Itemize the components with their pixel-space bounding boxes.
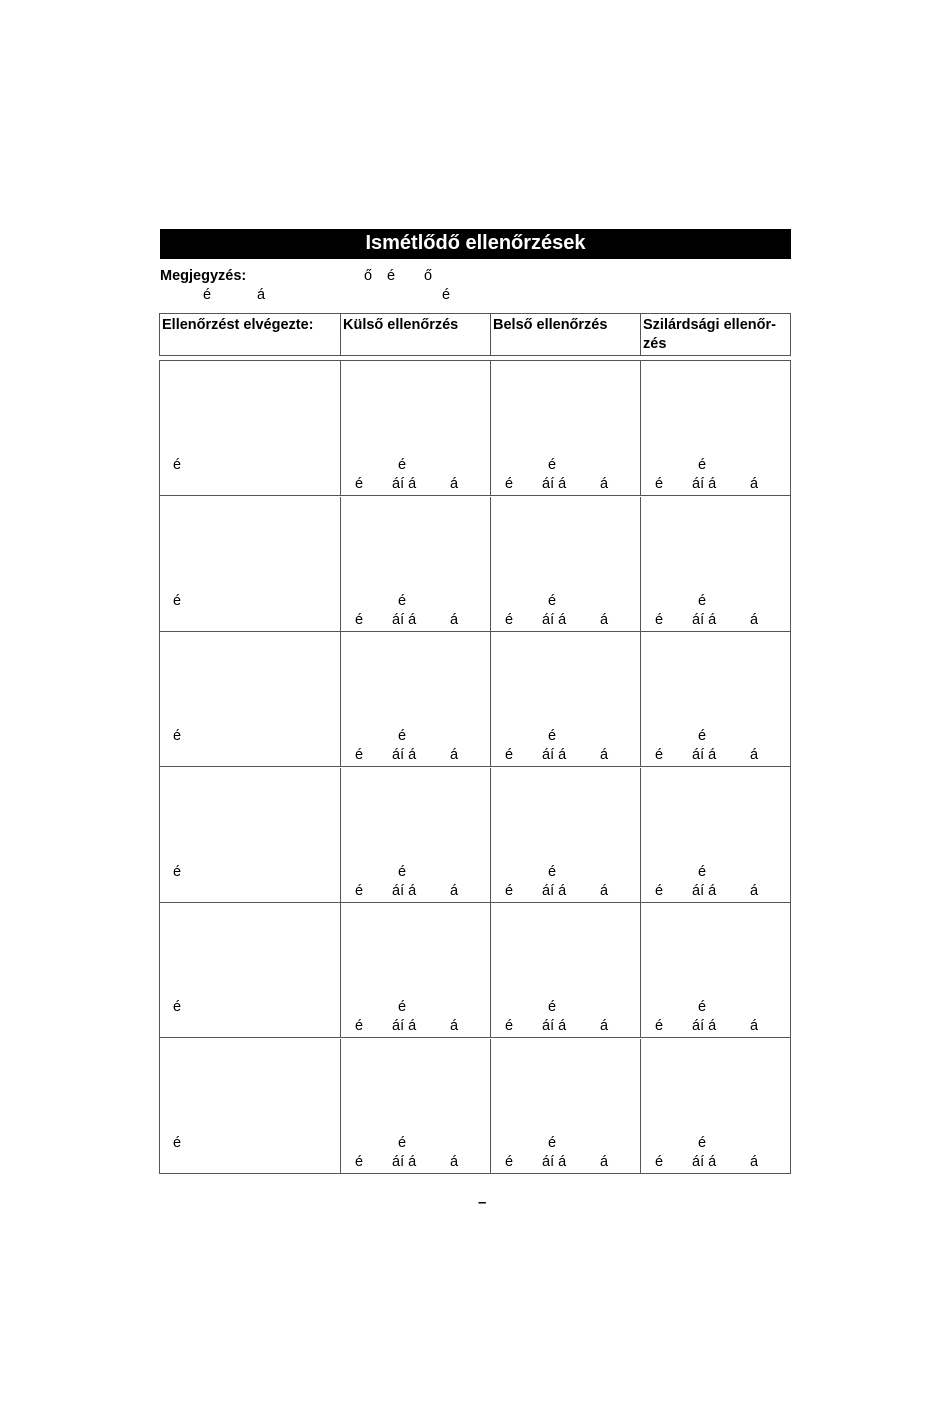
inspection-cell[interactable] [641, 768, 790, 902]
note-fragment: á [257, 287, 266, 303]
cell-text: áí á [392, 1154, 417, 1170]
cell-text: é [173, 728, 182, 744]
header-internal-inspection: Belső ellenőrzés [491, 314, 641, 355]
cell-text: áí á [542, 883, 567, 899]
table-row [160, 632, 790, 767]
cell-text: á [600, 1018, 609, 1034]
inspection-cell[interactable] [491, 361, 641, 495]
cell-text: á [450, 1154, 459, 1170]
header-strength-test: Szilárdsági ellenőr- zés [643, 317, 776, 352]
table-header [159, 313, 791, 356]
cell-text: á [450, 612, 459, 628]
note-block [160, 268, 791, 308]
cell-text: á [600, 883, 609, 899]
cell-text: áí á [392, 883, 417, 899]
cell-text: é [505, 1018, 514, 1034]
inspection-cell[interactable] [641, 497, 790, 631]
inspection-grid [159, 360, 791, 1174]
cell-text: é [698, 457, 707, 473]
cell-text: á [450, 747, 459, 763]
cell-text: áí á [392, 747, 417, 763]
cell-text: é [655, 883, 664, 899]
cell-text: áí á [542, 476, 567, 492]
cell-text: é [398, 728, 407, 744]
inspection-cell[interactable] [641, 361, 790, 495]
inspection-cell[interactable] [491, 497, 641, 631]
cell-text: é [698, 864, 707, 880]
cell-text: é [655, 1154, 664, 1170]
signature-cell[interactable] [160, 497, 341, 631]
cell-text: á [750, 612, 759, 628]
cell-text: é [173, 457, 182, 473]
signature-cell[interactable] [160, 903, 341, 1037]
cell-text: áí á [542, 612, 567, 628]
cell-text: é [655, 747, 664, 763]
cell-text: é [398, 593, 407, 609]
cell-text: é [698, 728, 707, 744]
table-row [160, 361, 790, 496]
cell-text: áí á [692, 1154, 717, 1170]
cell-text: é [698, 593, 707, 609]
cell-text: á [750, 1154, 759, 1170]
inspection-cell[interactable] [491, 903, 641, 1037]
cell-text: é [655, 612, 664, 628]
note-fragment: ő [424, 268, 433, 284]
cell-text: áí á [692, 612, 717, 628]
cell-text: á [450, 476, 459, 492]
cell-text: é [505, 476, 514, 492]
page-title: Ismétlődő ellenőrzések [160, 229, 791, 259]
note-label: Megjegyzés: [160, 268, 247, 284]
inspection-cell[interactable] [491, 768, 641, 902]
cell-text: á [450, 883, 459, 899]
cell-text: é [173, 864, 182, 880]
cell-text: á [750, 1018, 759, 1034]
inspection-cell[interactable] [341, 1039, 491, 1174]
note-fragment: é [387, 268, 396, 284]
table-row [160, 768, 790, 903]
cell-text: áí á [392, 476, 417, 492]
cell-text: é [505, 747, 514, 763]
table-row [160, 497, 790, 632]
cell-text: é [355, 1154, 364, 1170]
inspection-cell[interactable] [341, 361, 491, 495]
signature-cell[interactable] [160, 1039, 341, 1174]
cell-text: é [505, 883, 514, 899]
cell-text: á [750, 476, 759, 492]
cell-text: é [548, 457, 557, 473]
cell-text: áí á [692, 883, 717, 899]
page-number: – [478, 1194, 487, 1211]
cell-text: é [505, 612, 514, 628]
signature-cell[interactable] [160, 632, 341, 766]
cell-text: é [548, 999, 557, 1015]
cell-text: é [355, 612, 364, 628]
inspection-cell[interactable] [641, 1039, 790, 1174]
cell-text: é [355, 883, 364, 899]
cell-text: áí á [542, 1154, 567, 1170]
inspection-cell[interactable] [341, 768, 491, 902]
cell-text: é [355, 747, 364, 763]
cell-text: áí á [392, 1018, 417, 1034]
signature-cell[interactable] [160, 768, 341, 902]
cell-text: á [750, 747, 759, 763]
cell-text: é [398, 1135, 407, 1151]
table-row [160, 903, 790, 1038]
inspection-cell[interactable] [641, 903, 790, 1037]
cell-text: é [698, 1135, 707, 1151]
cell-text: á [600, 1154, 609, 1170]
inspection-cell[interactable] [341, 632, 491, 766]
cell-text: é [355, 476, 364, 492]
cell-text: é [548, 864, 557, 880]
cell-text: áí á [692, 1018, 717, 1034]
cell-text: é [548, 728, 557, 744]
header-performed-by: Ellenőrzést elvégezte: [160, 314, 341, 355]
cell-text: é [548, 1135, 557, 1151]
cell-text: é [398, 864, 407, 880]
cell-text: á [450, 1018, 459, 1034]
note-fragment: ő [364, 268, 373, 284]
cell-text: é [655, 476, 664, 492]
note-fragment: é [442, 287, 451, 303]
cell-text: á [600, 476, 609, 492]
table-row [160, 1039, 790, 1174]
inspection-cell[interactable] [341, 903, 491, 1037]
cell-text: é [548, 593, 557, 609]
cell-text: é [173, 999, 182, 1015]
cell-text: é [698, 999, 707, 1015]
signature-cell[interactable] [160, 361, 341, 495]
cell-text: é [173, 1135, 182, 1151]
cell-text: áí á [692, 747, 717, 763]
cell-text: é [505, 1154, 514, 1170]
header-external-inspection: Külső ellenőrzés [341, 314, 491, 355]
cell-text: áí á [692, 476, 717, 492]
cell-text: á [600, 747, 609, 763]
note-fragment: é [203, 287, 212, 303]
cell-text: é [398, 999, 407, 1015]
cell-text: áí á [542, 1018, 567, 1034]
cell-text: áí á [542, 747, 567, 763]
cell-text: áí á [392, 612, 417, 628]
cell-text: é [355, 1018, 364, 1034]
cell-text: é [655, 1018, 664, 1034]
inspection-cell[interactable] [491, 1039, 641, 1174]
cell-text: á [750, 883, 759, 899]
cell-text: á [600, 612, 609, 628]
cell-text: é [398, 457, 407, 473]
inspection-cell[interactable] [641, 632, 790, 766]
inspection-cell[interactable] [491, 632, 641, 766]
inspection-cell[interactable] [341, 497, 491, 631]
cell-text: é [173, 593, 182, 609]
